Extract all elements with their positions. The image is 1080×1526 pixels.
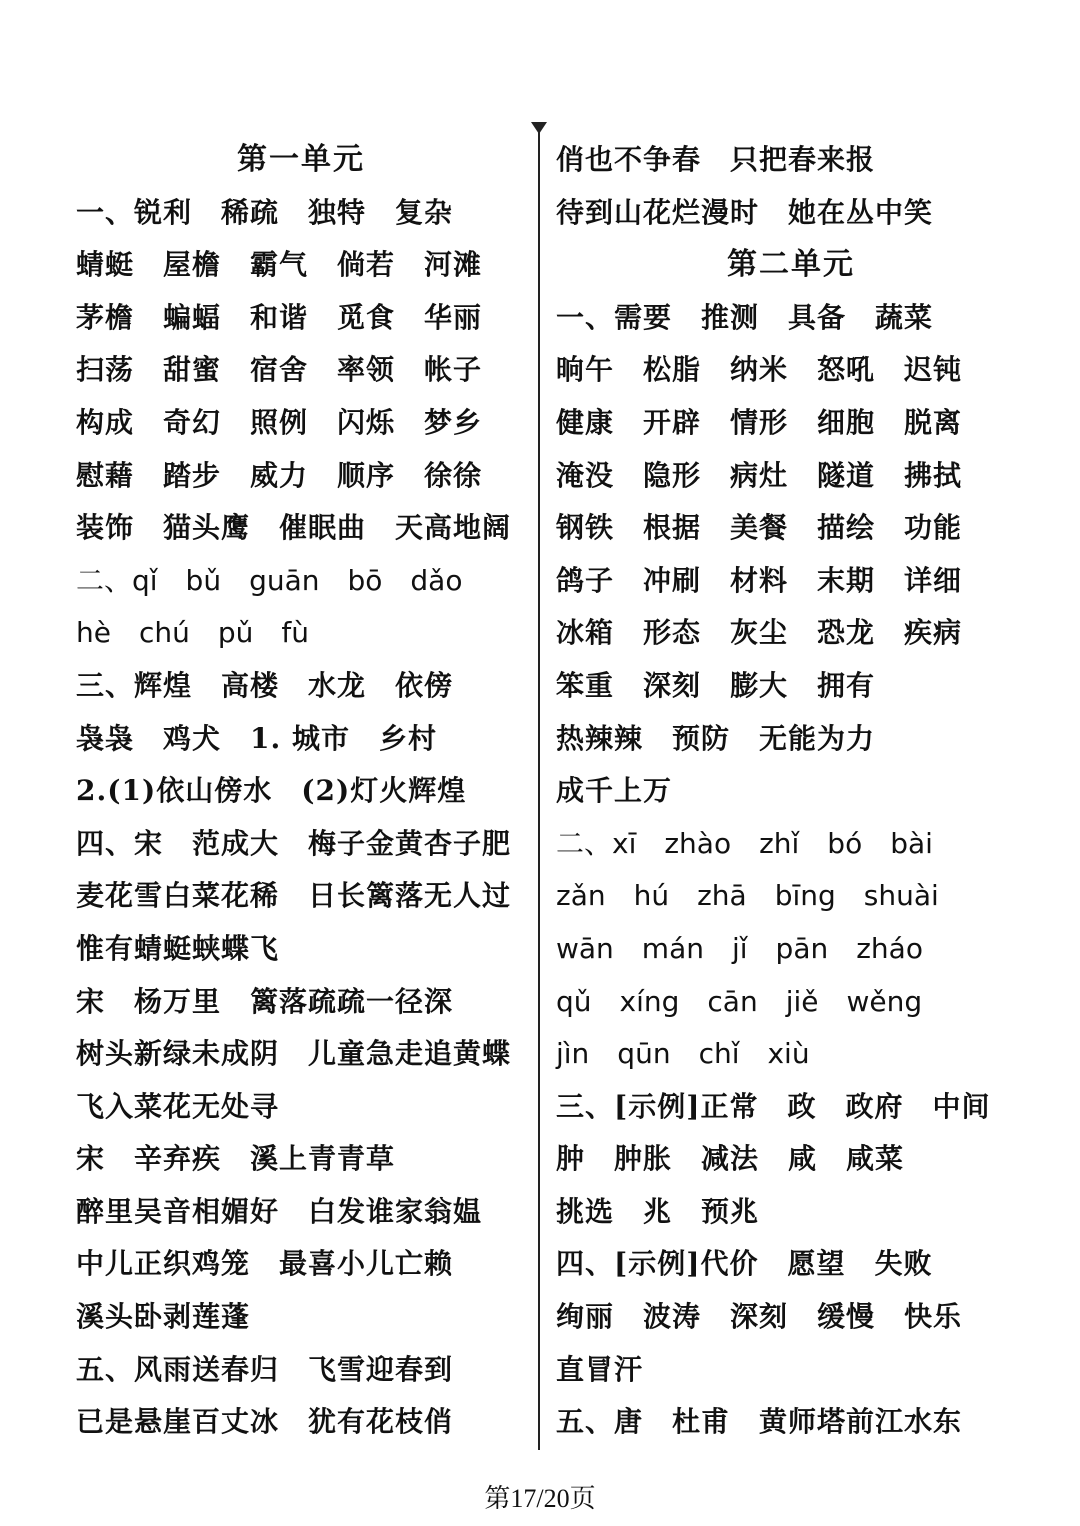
text-line: 一、需要 推测 具备 蔬菜 [556,300,934,334]
text-line: 俏也不争春 只把春来报 [556,143,876,176]
pinyin-line: hè chú pǔ fù [76,616,309,650]
page-number: 第17/20页 [484,1484,596,1513]
text-line: 五、唐 杜甫 黄师塔前江水东 [556,1405,963,1439]
text-line: 树头新绿未成阴 儿童急走追黄蝶 [76,1037,512,1071]
text-line: 晌午 松脂 纳米 怒吼 迟钝 [556,353,963,387]
text-line: 2.(1)依山傍水 (2)灯火辉煌 [76,774,467,808]
pinyin-line: 二、xī zhào zhǐ bó bài [556,826,933,860]
text-line: 肿 肿胀 减法 咸 咸菜 [556,1142,905,1176]
text-line: 直冒汗 [556,1352,644,1386]
pinyin-line: zǎn hú zhā bīng shuài [556,879,939,913]
text-line: 冰箱 形态 灰尘 恐龙 疾病 [556,616,963,650]
text-line: 绚丽 波涛 深刻 缓慢 快乐 [556,1300,963,1334]
text-line: 袅袅 鸡犬 1. 城市 乡村 [76,721,437,755]
text-line: 成千上万 [556,774,673,808]
text-line: 装饰 猫头鹰 催眠曲 天高地阔 [76,511,512,545]
text-line: 挑选 兆 预兆 [556,1194,760,1228]
text-line: 宋 杨万里 篱落疏疏一径深 [76,984,454,1018]
text-line: 笨重 深刻 膨大 拥有 [556,668,876,702]
unit-two-heading: 第二单元 [727,247,855,283]
left-column [76,134,526,1449]
unit-one-heading: 第一单元 [237,142,365,177]
text-line: 一、锐利 稀疏 独特 复杂 [76,195,454,229]
text-line: 已是悬崖百丈冰 犹有花枝俏 [76,1405,454,1439]
pinyin-line: 二、qǐ bǔ guān bō dǎo [76,563,463,597]
text-line: 慰藉 踏步 威力 顺序 徐徐 [76,458,483,492]
text-line: 醉里吴音相媚好 白发谁家翁媪 [76,1194,483,1228]
text-line: 四、宋 范成大 梅子金黄杏子肥 [76,826,512,860]
pinyin-line: qǔ xíng cān jiě wěng [556,984,923,1018]
column-divider [538,128,540,1450]
pinyin-line: wān mán jǐ pān zháo [556,931,923,965]
text-line: 惟有蜻蜓蛱蝶飞 [76,931,280,965]
text-line: 钢铁 根据 美餐 描绘 功能 [556,511,963,545]
text-line: 宋 辛弃疾 溪上青青草 [76,1142,396,1176]
text-line: 麦花雪白菜花稀 日长篱落无人过 [76,879,512,913]
text-line: 蜻蜓 屋檐 霸气 倘若 河滩 [76,248,483,282]
text-line: 四、[示例]代价 愿望 失败 [556,1247,933,1281]
text-line: 扫荡 甜蜜 宿舍 率领 帐子 [76,353,483,387]
text-line: 三、辉煌 高楼 水龙 依傍 [76,668,454,702]
text-line: 健康 开辟 情形 细胞 脱离 [556,405,963,439]
text-line: 鸽子 冲刷 材料 末期 详细 [556,563,963,597]
text-line: 待到山花烂漫时 她在丛中笑 [556,195,934,229]
text-line: 飞入菜花无处寻 [76,1089,280,1123]
text-line: 三、[示例]正常 政 政府 中间 [556,1089,991,1123]
text-line: 淹没 隐形 病灶 隧道 拂拭 [556,458,963,492]
text-line: 构成 奇幻 照例 闪烁 梦乡 [76,405,483,439]
text-line: 茅檐 蝙蝠 和谐 觅食 华丽 [76,300,483,334]
text-line: 中儿正织鸡笼 最喜小儿亡赖 [76,1247,454,1281]
right-column [556,134,1026,1449]
pinyin-line: jìn qūn chǐ xiù [556,1037,810,1071]
text-line: 五、风雨送春归 飞雪迎春到 [76,1352,454,1386]
text-line: 溪头卧剥莲蓬 [76,1300,251,1334]
text-line: 热辣辣 预防 无能为力 [556,721,876,755]
